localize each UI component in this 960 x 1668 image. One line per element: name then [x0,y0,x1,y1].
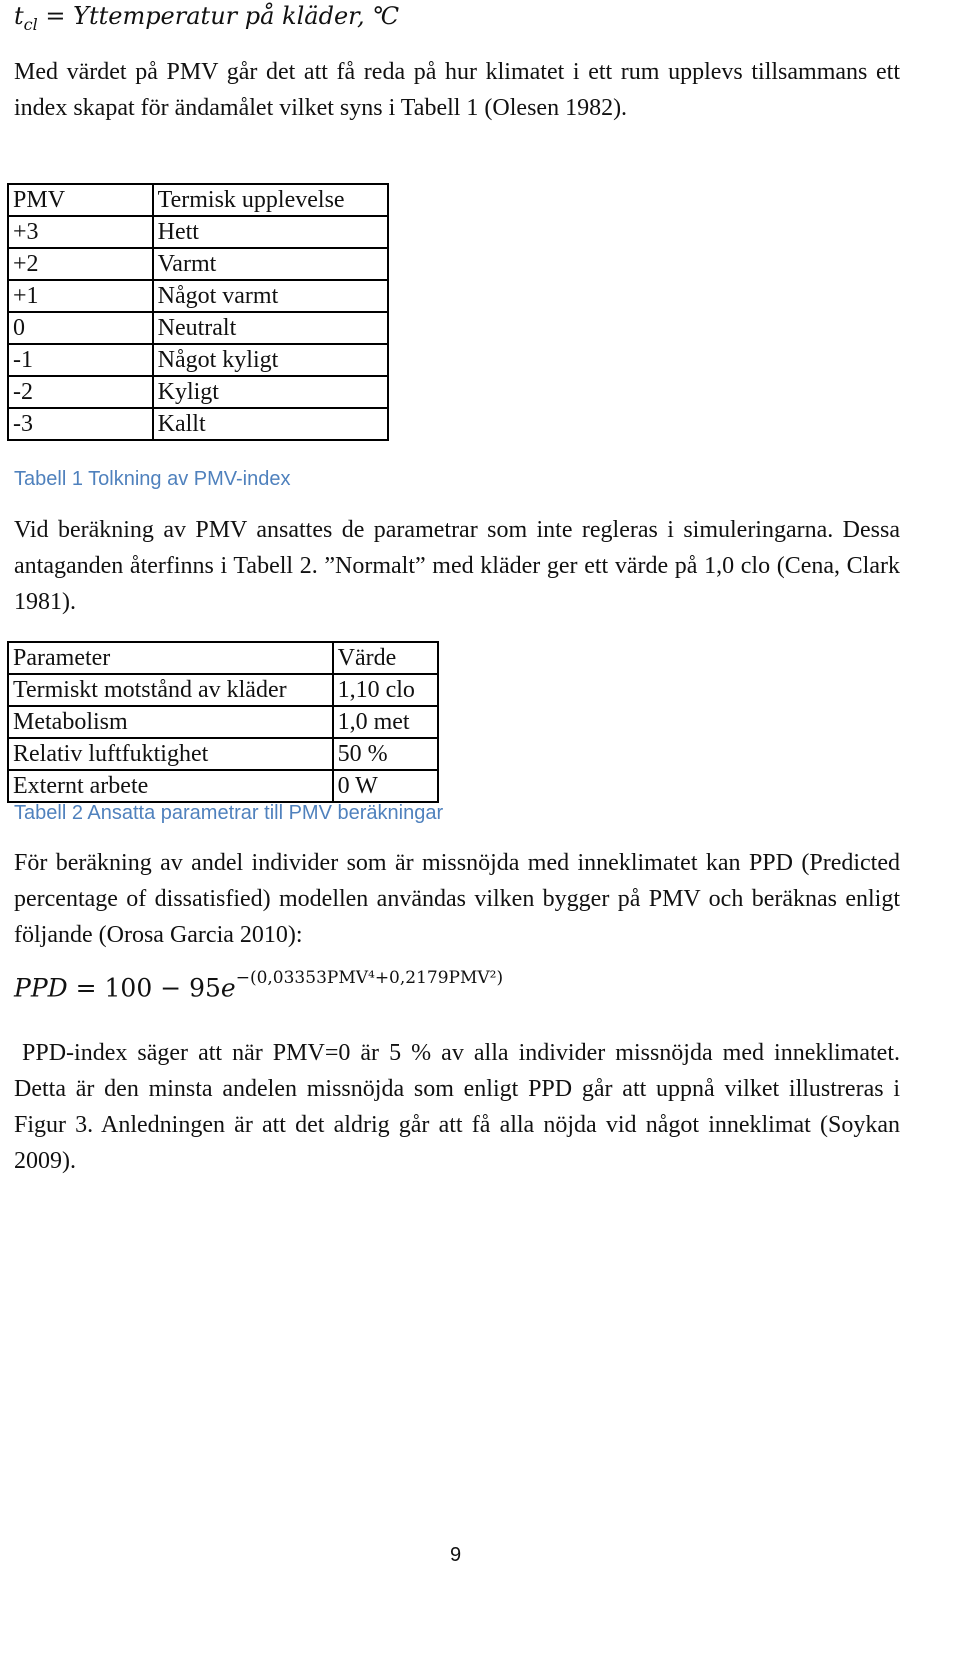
table-cell: Något varmt [153,280,388,312]
table-row [8,408,388,440]
table-cell: Kallt [153,408,388,440]
table-cell: Relativ luftfuktighet [8,738,333,770]
table-cell: +3 [8,216,153,248]
table-cell: Något kyligt [153,344,388,376]
table-cell: Termiskt motstånd av kläder [8,674,333,706]
table-cell: -1 [8,344,153,376]
table-cell: Neutralt [153,312,388,344]
table-cell: Metabolism [8,706,333,738]
table-2-caption: Tabell 2 Ansatta parametrar till PMV beräkningar [14,802,444,824]
pmv-table [7,183,389,441]
table-cell: Kyligt [153,376,388,408]
paragraph-4: PPD-index säger att när PMV=0 är 5 % av alla individer missnöjda med inneklimatet. Detta är den minsta andelen missnöjda som enligt PPD går att uppnå vilket illustreras i Figur 3. Anledningen är att det aldrig går att få alla nöjda vid något inneklimat (Soykan 2009). [14,1040,900,1174]
table-cell: Externt arbete [8,770,333,802]
table-row [8,770,438,802]
table-cell: 0 [8,312,153,344]
paragraph-3: För beräkning av andel individer som är missnöjda med inneklimatet kan PPD (Predicted percentage of dissatisfied) modellen användas vilken bygger på PMV och beräknas enligt följande (Orosa Garcia 2010): [14,850,900,948]
table-1-caption: Tabell 1 Tolkning av PMV-index [14,468,291,490]
equation-rhs: = 100 − 95 [67,973,221,1003]
table-row [8,280,388,312]
definition-subscript: cl [23,14,38,34]
table-cell: Hett [153,216,388,248]
table-cell: 1,0 met [333,706,438,738]
ppd-equation [14,968,504,1003]
page-number: 9 [450,1544,462,1566]
table-row [8,706,438,738]
table-row [8,376,388,408]
table-row [8,738,438,770]
paragraph-2: Vid beräkning av PMV ansattes de parametrar som inte regleras i simuleringarna. Dessa antaganden återfinns i Tabell 2. ”Normalt” med kläder ger ett värde på 1,0 clo (Cena, Clark 1981). [14,517,900,615]
table-cell: 50 % [333,738,438,770]
equation-lhs: PPD [14,973,68,1003]
table-cell: 0 W [333,770,438,802]
table-row [8,184,388,216]
equation-base: e [220,973,236,1003]
table-row [8,248,388,280]
table-cell: Termisk upplevelse [153,184,388,216]
table-row [8,312,388,344]
equation-exponent: −(0,03353PMV⁴+0,2179PMV²) [235,968,504,988]
paragraph-1: Med värdet på PMV går det att få reda på hur klimatet i ett rum upplevs tillsammans ett index skapat för ändamålet vilket syns i Tabell 1 (Olesen 1982). [14,59,900,121]
definition-symbol: t [14,2,24,30]
table-cell: Värde [333,642,438,674]
table-cell: -2 [8,376,153,408]
table-cell: PMV [8,184,153,216]
table-cell: 1,10 clo [333,674,438,706]
definition-line [14,2,399,34]
table-row [8,216,388,248]
table-cell: Parameter [8,642,333,674]
table-row [8,344,388,376]
parameter-table [7,641,439,803]
table-cell: Varmt [153,248,388,280]
table-cell: -3 [8,408,153,440]
table-row [8,642,438,674]
table-cell: +2 [8,248,153,280]
table-row [8,674,438,706]
definition-text: = Yttemperatur på kläder, ℃ [37,2,400,30]
table-cell: +1 [8,280,153,312]
